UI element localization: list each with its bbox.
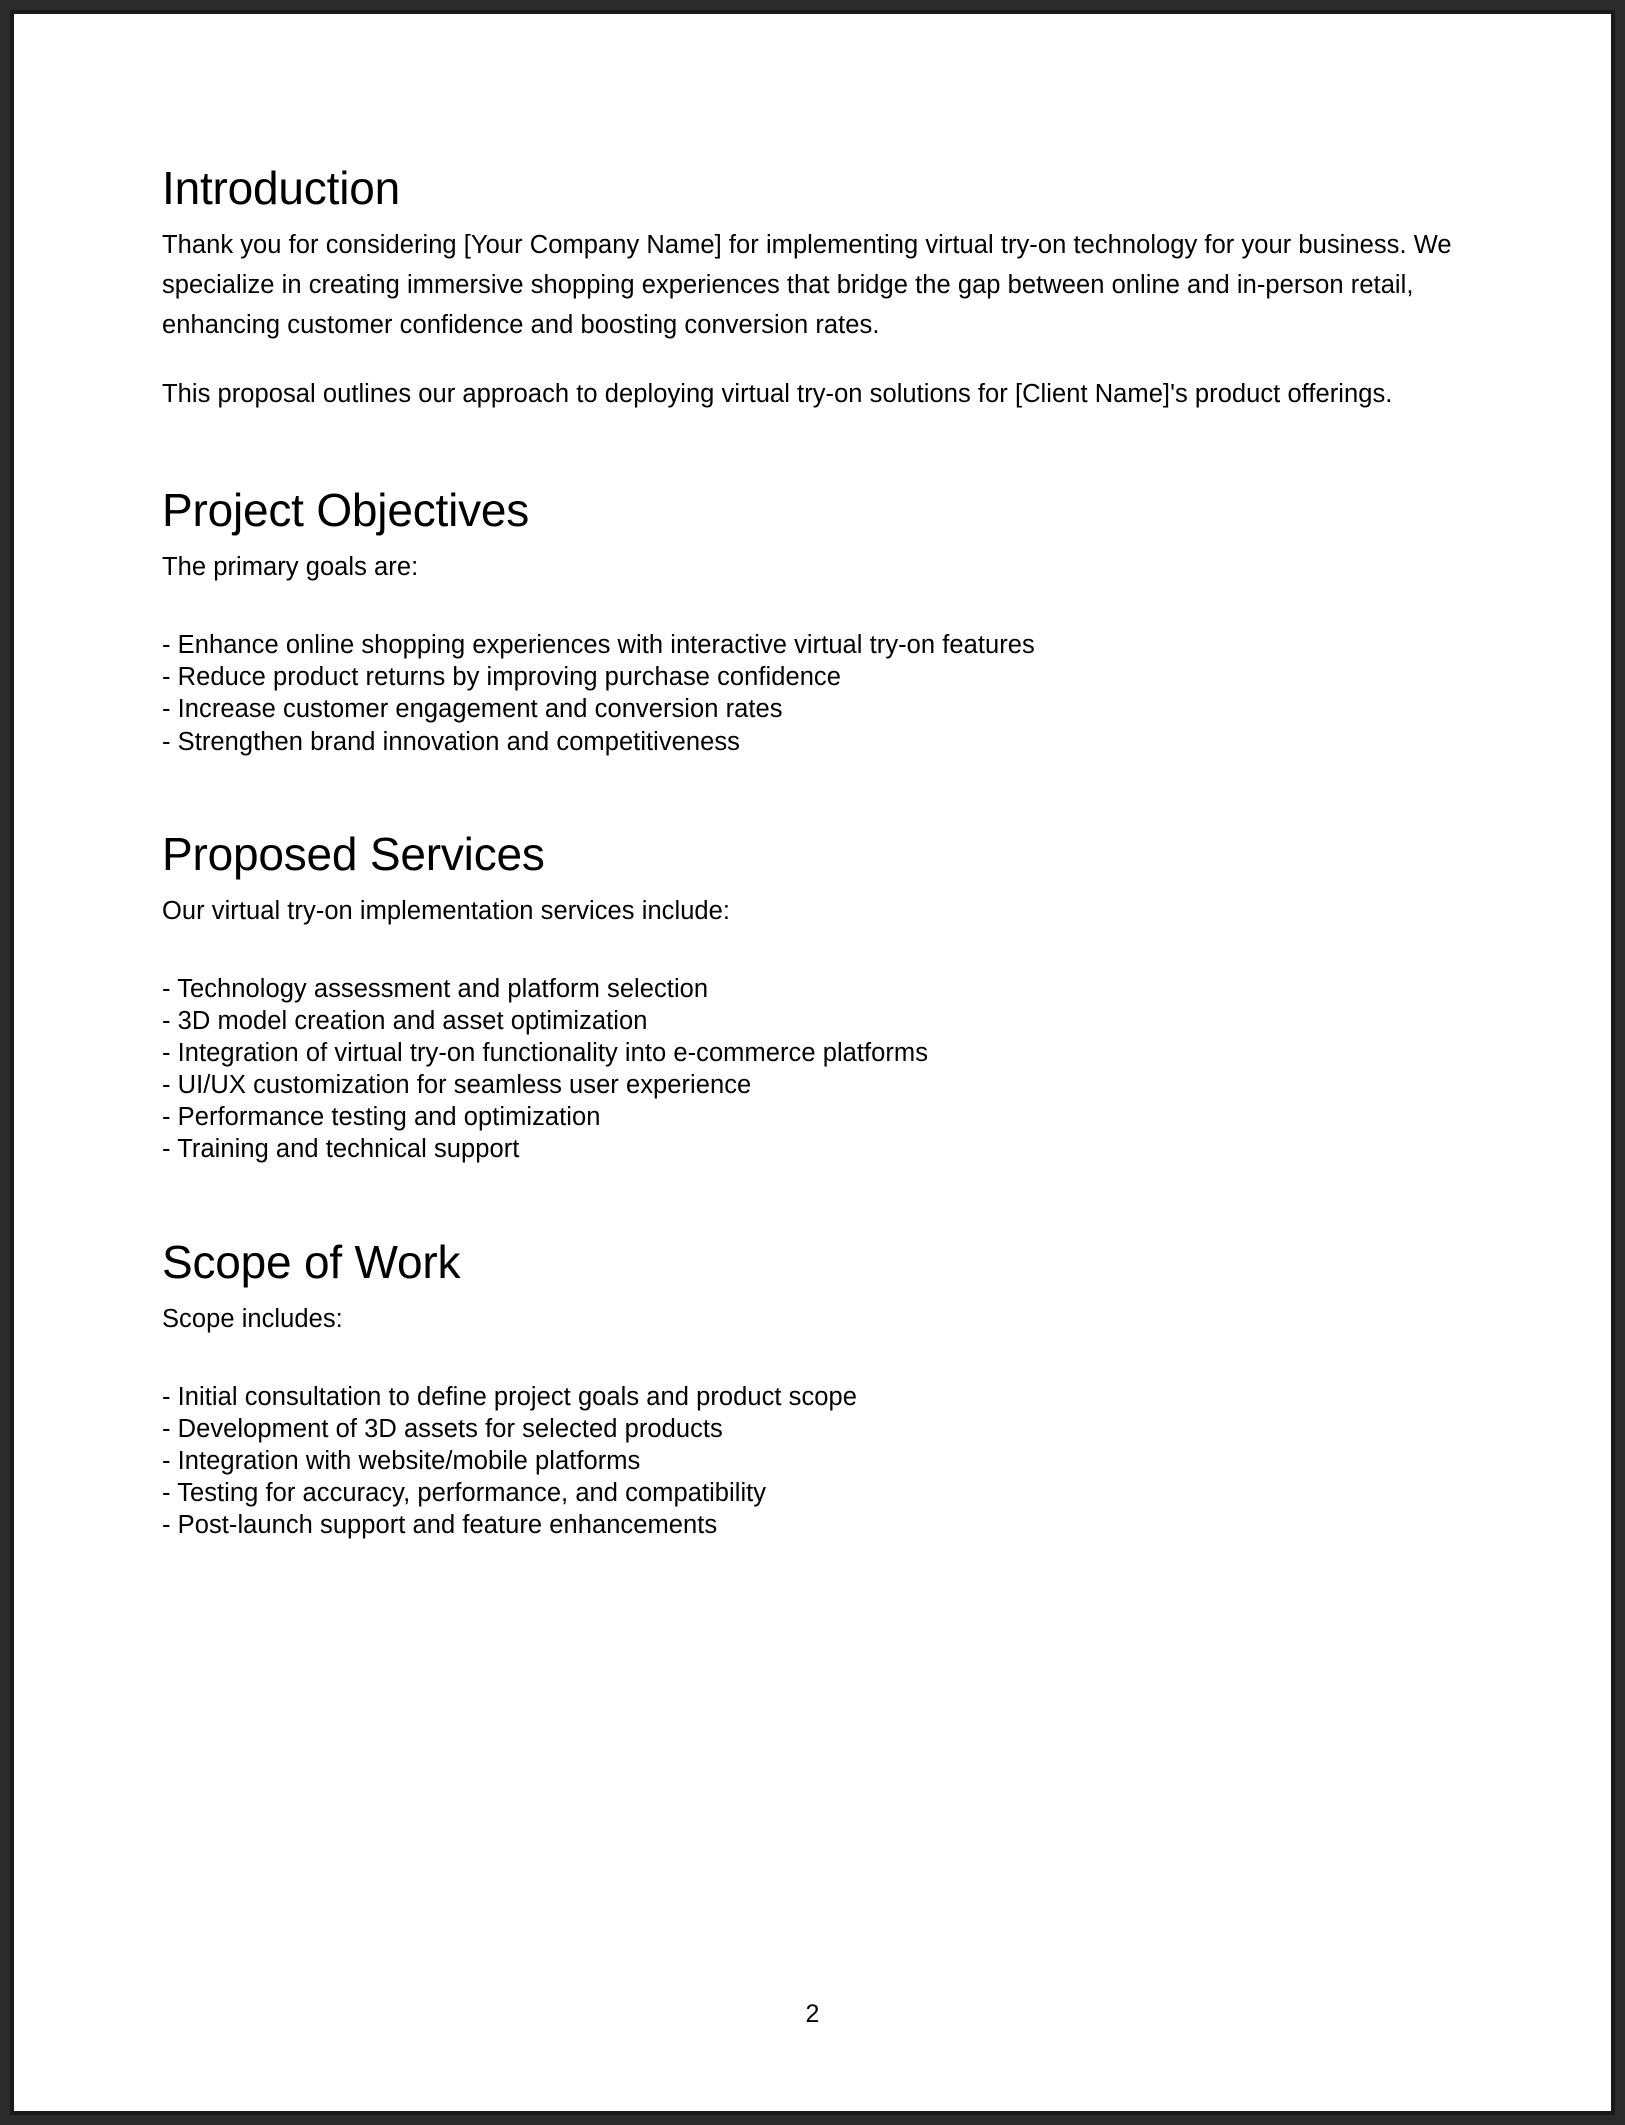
list-item: - Strengthen brand innovation and competitiveness	[162, 727, 740, 756]
paragraph-introduction-1: Thank you for considering [Your Company Name] for implementing virtual try-on technology for your business. We specialize in creating immersive shopping experiences that bridge the gap between online and in-person retail, enhancing customer confidence and boosting conversion rates.	[162, 230, 1452, 340]
spacer-proposed-services-list	[162, 931, 1463, 973]
list-intro-scope-of-work: Scope includes:	[162, 1304, 343, 1333]
list-scope-of-work	[162, 1381, 1463, 1542]
list-item: - UI/UX customization for seamless user experience	[162, 1071, 752, 1100]
spacer-before-proposed-services	[162, 758, 1463, 828]
spacer-scope-of-work-list	[162, 1339, 1463, 1381]
heading-proposed-services: Proposed Services	[162, 827, 545, 880]
page-number: 2	[805, 2000, 820, 2028]
list-item: - Increase customer engagement and conversion rates	[162, 695, 783, 724]
list-project-objectives	[162, 629, 1463, 758]
list-item: - Testing for accuracy, performance, and compatibility	[162, 1479, 767, 1508]
list-intro-project-objectives: The primary goals are:	[162, 552, 419, 581]
section-proposed-services	[162, 828, 1463, 1166]
paragraph-introduction-2: This proposal outlines our approach to deploying virtual try-on solutions for [Client Name]'s product offerings.	[162, 379, 1393, 408]
list-item: - Integration with website/mobile platforms	[162, 1447, 641, 1476]
heading-introduction: Introduction	[162, 162, 400, 214]
spacer-before-scope-of-work	[162, 1166, 1463, 1236]
list-item: - Initial consultation to define project goals and product scope	[162, 1382, 857, 1411]
heading-scope-of-work: Scope of Work	[162, 1235, 461, 1288]
list-item: - Training and technical support	[162, 1135, 520, 1164]
page-content-area	[14, 14, 1611, 2111]
section-introduction	[162, 162, 1463, 414]
list-item: - Development of 3D assets for selected products	[162, 1414, 723, 1443]
list-intro-proposed-services: Our virtual try-on implementation services include:	[162, 896, 731, 925]
section-scope-of-work	[162, 1236, 1463, 1542]
list-item: - Enhance online shopping experiences with interactive virtual try-on features	[162, 631, 1035, 660]
list-item: - Post-launch support and feature enhancements	[162, 1511, 718, 1540]
document-body	[162, 162, 1463, 1541]
page-border-frame	[10, 10, 1615, 2115]
list-item: - Reduce product returns by improving purchase confidence	[162, 663, 841, 692]
list-item: - Integration of virtual try-on functionality into e-commerce platforms	[162, 1039, 929, 1068]
spacer-before-project-objectives	[162, 414, 1463, 484]
heading-project-objectives: Project Objectives	[162, 484, 530, 537]
list-item: - Performance testing and optimization	[162, 1103, 601, 1132]
list-proposed-services	[162, 973, 1463, 1166]
spacer-project-objectives-list	[162, 587, 1463, 629]
section-project-objectives	[162, 484, 1463, 758]
list-item: - 3D model creation and asset optimization	[162, 1006, 648, 1035]
list-item: - Technology assessment and platform selection	[162, 974, 709, 1003]
